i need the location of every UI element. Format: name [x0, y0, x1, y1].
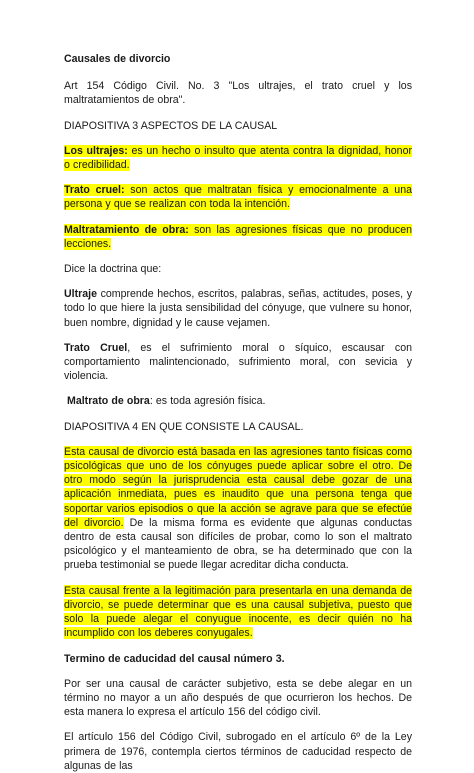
doctrina-intro: Dice la doctrina que: [64, 263, 162, 276]
causal-paragraph [64, 445, 412, 573]
doctrina-trato-text: , es el sufrimiento moral o síquico, escausar con comportamiento malintencionado, sufrimiento moral, con sevicia y violencia. [64, 341, 412, 383]
art-154-paragraph: Art 154 Código Civil. No. 3 "Los ultrajes, el trato cruel y los maltratamientos de obra". [64, 80, 412, 107]
legitimacion-text: Esta causal frente a la legitimación para presentarla en una demanda de divorcio, se puede determinar que es una causal subjetiva, puesto que solo la puede alegar el conyugue inocente, es decir quién no ha incumplido con los deberes conyugales. [64, 584, 412, 640]
doctrina-maltrato-term: Maltrato de obra [67, 395, 150, 408]
trato-cruel-term: Trato cruel: [64, 184, 125, 197]
caducidad-paragraph: Por ser una causal de carácter subjetivo, esta se debe alegar en un término no mayor a un año después de que ocurrieron los hechos. De esta manera lo expresa el artículo 156 del código civil. [64, 677, 412, 719]
document-title: Causales de divorcio [64, 53, 171, 65]
doctrina-ultraje-text: comprende hechos, escritos, palabras, señas, actitudes, poses, y todo lo que hiere la justa sensibilidad del cónyuge, que vulnere su honor, buen nombre, dignidad y le cause vejamen. [64, 288, 412, 329]
causal-highlighted-text: Esta causal de divorcio está basada en las agresiones tanto físicas como psicológicas que uno de los cónyuges puede aplicar sobre el otro. De otro modo según la jurisprudencia esta causal debe gozar de una aplicación inmediata, pues es inaudito que una persona tenga que soportar varios episodios o que la acción se agrave para que se efectúe del divorcio. [64, 445, 412, 529]
doctrina-ultraje [64, 287, 412, 330]
ultrajes-text: es un hecho o insulto que atenta contra la dignidad, honor o credibilidad. [64, 144, 412, 172]
maltratamiento-term: Maltratamiento de obra: [64, 223, 189, 236]
trato-cruel-text: son actos que maltratan física y emocionalmente a una persona y que se realizan con toda la intención. [64, 184, 412, 211]
maltratamiento-text: son las agresiones físicas que no producen lecciones. [64, 223, 412, 250]
ultrajes-definition [64, 144, 412, 172]
causal-rest-text: De la misma forma es evidente que algunas conductas dentro de esta causal son difíciles de probar, como lo son el maltrato psicológico y el manteamiento de obra, se ha determinado que con la prueba testimonial se puede llegar acreditar dicha conducta. [64, 516, 412, 572]
caducidad-heading: Termino de caducidad del causal número 3. [64, 652, 285, 665]
trato-cruel-definition [64, 183, 412, 211]
art-156-paragraph: El artículo 156 del Código Civil, subrogado en el artículo 6º de la Ley primera de 1976, contempla ciertos términos de caducidad respecto de algunas de las [64, 731, 412, 772]
diapositiva-3-heading: DIAPOSITIVA 3 ASPECTOS DE LA CAUSAL [64, 119, 278, 132]
doctrina-maltrato [64, 394, 412, 408]
maltratamiento-definition [64, 223, 412, 251]
doctrina-trato-term: Trato Cruel [64, 341, 128, 354]
doctrina-maltrato-text: : es toda agresión física. [149, 395, 266, 408]
ultrajes-term: Los ultrajes: [64, 144, 128, 157]
diapositiva-4-heading: DIAPOSITIVA 4 EN QUE CONSISTE LA CAUSAL. [64, 420, 304, 433]
doctrina-ultraje-term: Ultraje [64, 288, 97, 301]
doctrina-trato-cruel [64, 341, 412, 384]
